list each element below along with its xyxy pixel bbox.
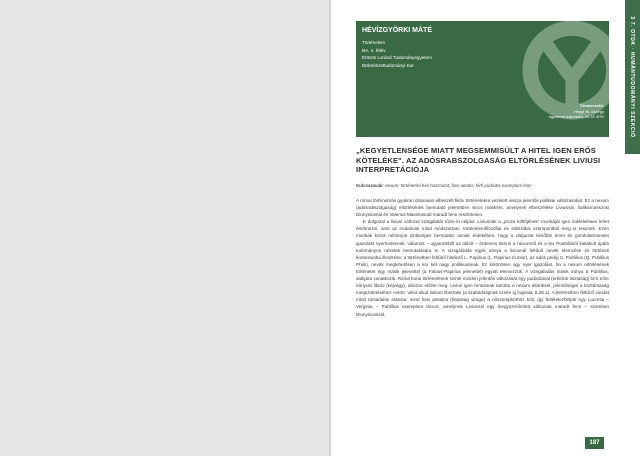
- section-side-tab-label: 3 7. OTDK · HUMÁNTUDOMÁNYI SZEKCIÓ: [629, 16, 635, 138]
- body-paragraph: E dolgozat a liviusi változat vizsgálatát tűzte ki céljául. Liviusnak a „proza költőjének" munkáját igen sokfelelésen lehet értelmezni, amit az irodalmak mind módszertani, történelemfilozófiai és stilisztikai szempontból meg is tesznek. Ezen munkák közül néhányat szükséges bemutatni annak érdekében, hogy a dolgozat későbbi érvei és gondolatmenetei igazolást nyerhessenek, valamint – ugyanebből az okból – érdemes kitérni a nexumról és a lex Poeteliáról kialakult újabb tudományos nézetek bemutatására is. A vizsgálódás egyik iránya a liviusnál feltűnő nevek elemzése és történeti kontextusba illesztése: a történetben feltűnő hitelező L. Papirius (L. Papirius Cursor), az adós pedig C. Publilius (Q. Publilius Philo), nevük meglehetősen a kor két nagy politikusának. Ez különösen úgy nyer igazolást, ha a nexum eltörlésének történetet egy másik jelenettel (a Fabius-Papirius jelenettel) együtt elemezzük. A vizsgálódás másik iránya a Publilius, alakjára vonatkozik. Róma korai történetének szinte minden jelentős változását egy pudicitiával (erkölcsi tisztaság) bíró nőre irányuló libido (kéjvágy), abúzus előzte meg. Livius igen fontosnak tartotta a nexum eltörlését, jelentőséget a köztársaság megszületéséhez mérte: velut aliud initium libertatis (a szabadságnak szinte új hajnala; 8.28.1). A történetben feltűnő vonást mind társadalmi státusa, mind fiosi aetatisa (fiatalság virága) a nőszerepkörhöz köti, így feltételezhetjük egy Lucretia – Verginia – Publilius exemplum láncot, amelynek Liviusnál egy leegyszerűsített változata maradt fenn – szemben Dionysiosszal.: [356, 219, 609, 317]
- supervisor-label: Témavezető:: [579, 103, 604, 108]
- article-title: „KEGYETLENSÉGE MIATT MEGSEMMISÜLT A HITEL IGEN ERŐS KÖTELÉKE". AZ ADÓSRABSZOLGASÁG ELTÖRLÉSÉNEK LIVIUSI INTERPRETÁCIÓJA: [356, 146, 601, 175]
- supervisor-name: Hegyi W. György: [573, 108, 604, 114]
- author-detail-line: Bölcsészettudományi Kar: [362, 62, 414, 68]
- gutter-edge: [329, 0, 331, 456]
- author-detail-line: Eötvös Loránd Tudományegyetem: [362, 55, 432, 61]
- author-detail-line: Történelem: [362, 40, 386, 45]
- supervisor-block: [549, 103, 604, 120]
- author-name: HÉVÍZGYÖRKI MÁTÉ: [362, 27, 433, 34]
- article-body: [356, 197, 609, 318]
- author-detail-line: BA, 4. félév: [362, 47, 386, 53]
- author-header-box: [356, 21, 609, 137]
- page-number: 187: [585, 437, 604, 449]
- body-paragraph: A római történetírás gyakran drámaian elbeszélt fiktív történetekre vezetett vissza jelentős politikai változásokat. Ez a nexum (adósrabszolgaság) eltörlésének bemutató jelenetben sincs másként, amelynek elbeszélése Liviusnál, halikarnasszosi Dionysiosnál és Valerius Maximusnál maradt fenn részletesen.: [356, 198, 609, 218]
- keywords-line: [356, 183, 609, 188]
- keywords-label: Kulcsszavak:: [356, 183, 384, 188]
- keywords-text: nexum; történetíró hév hasznalat; fiosi aetatis; férfi pudicitia exemplum-lánc: [385, 183, 532, 188]
- author-details: [362, 39, 432, 69]
- supervisor-title: egyetemi adjunktus, ELTE BTK: [548, 114, 604, 120]
